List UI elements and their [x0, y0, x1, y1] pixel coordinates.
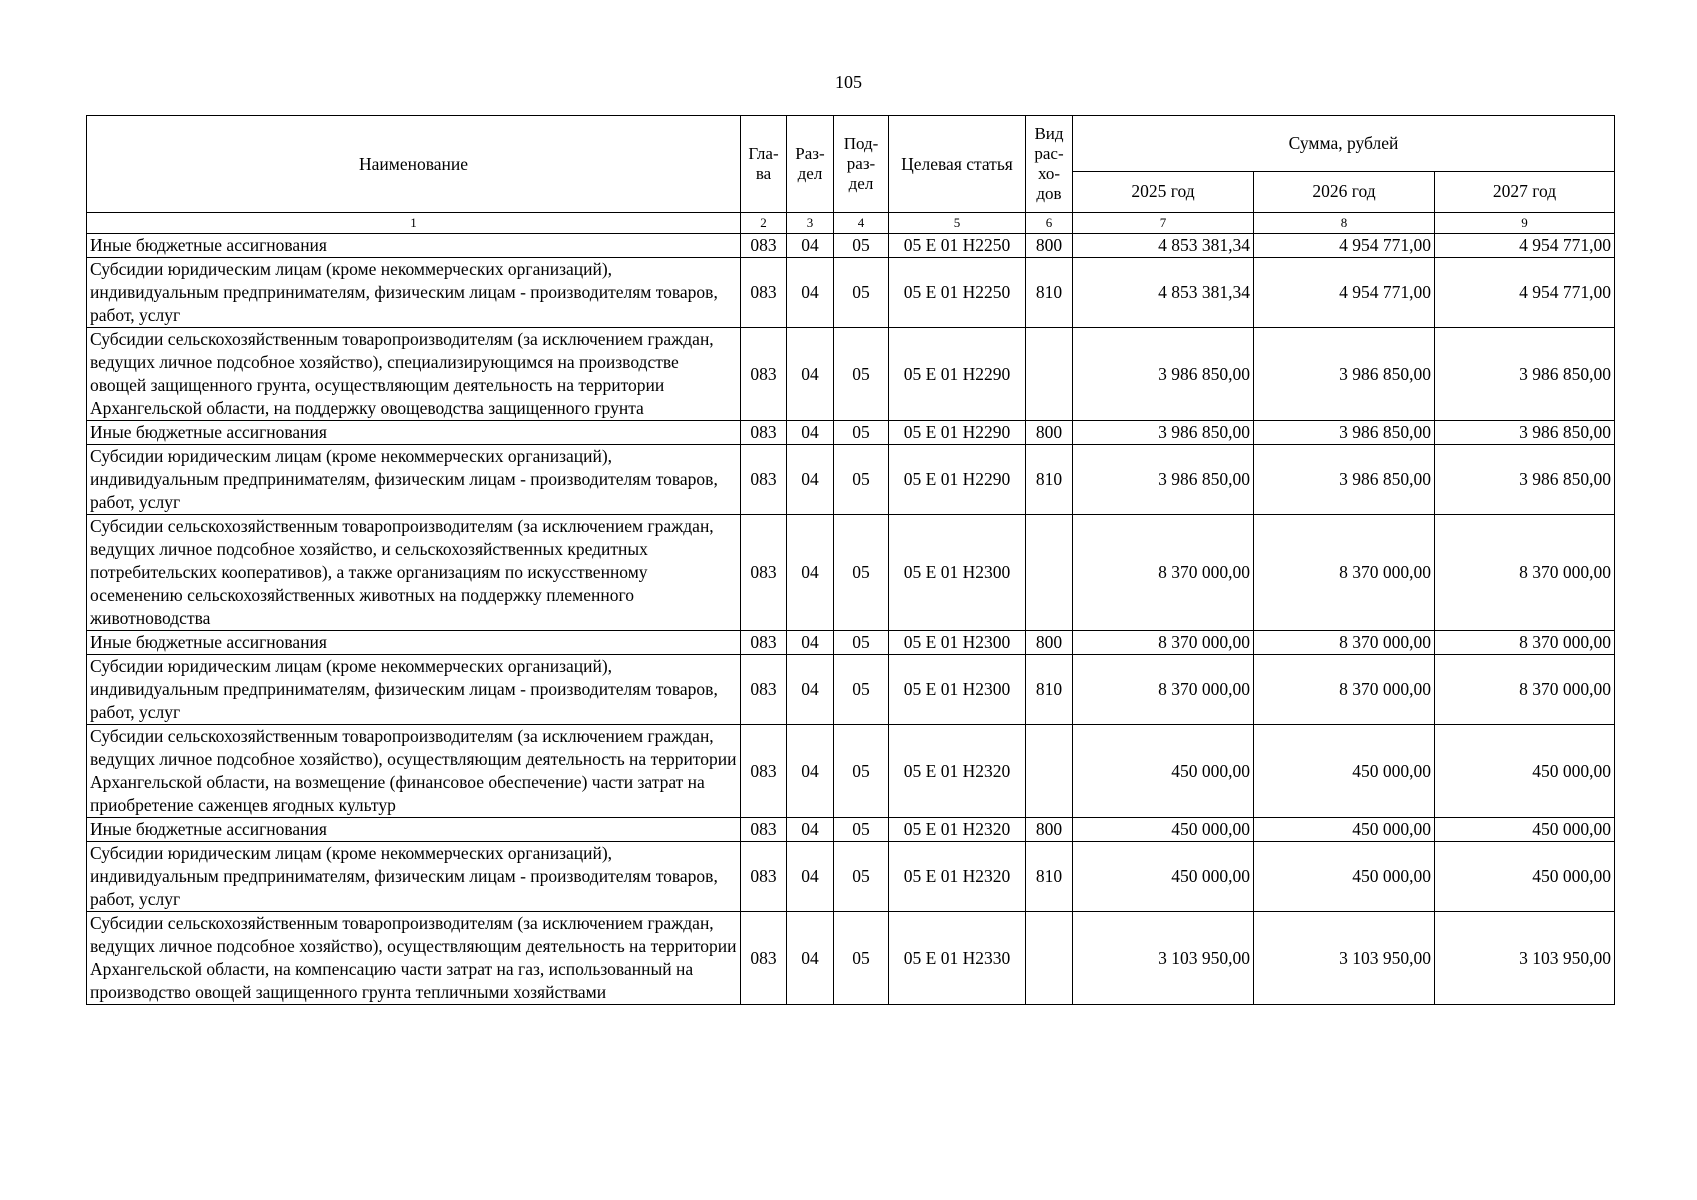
header-target-article: Целевая статья	[889, 116, 1026, 213]
cell-podrazdel: 05	[834, 912, 889, 1005]
cell-sum-2026: 450 000,00	[1254, 842, 1435, 912]
cell-glava: 083	[741, 515, 787, 631]
cell-sum-2026: 3 103 950,00	[1254, 912, 1435, 1005]
cell-target-article: 05 Е 01 Н2250	[889, 258, 1026, 328]
cell-glava: 083	[741, 725, 787, 818]
page-number: 105	[835, 72, 862, 92]
header-expense-type: Вид рас-хо-дов	[1026, 116, 1073, 213]
cell-podrazdel: 05	[834, 631, 889, 655]
cell-target-article: 05 Е 01 Н2330	[889, 912, 1026, 1005]
table-row	[87, 234, 1615, 258]
cell-sum-2026: 450 000,00	[1254, 725, 1435, 818]
column-number: 5	[889, 213, 1026, 234]
cell-name: Иные бюджетные ассигнования	[87, 818, 741, 842]
table-row	[87, 258, 1615, 328]
cell-sum-2027: 450 000,00	[1435, 725, 1615, 818]
cell-sum-2027: 450 000,00	[1435, 842, 1615, 912]
cell-razdel: 04	[787, 515, 834, 631]
cell-target-article: 05 Е 01 Н2300	[889, 515, 1026, 631]
cell-podrazdel: 05	[834, 421, 889, 445]
cell-sum-2027: 8 370 000,00	[1435, 515, 1615, 631]
cell-sum-2026: 8 370 000,00	[1254, 655, 1435, 725]
cell-sum-2026: 4 954 771,00	[1254, 258, 1435, 328]
cell-glava: 083	[741, 912, 787, 1005]
cell-glava: 083	[741, 445, 787, 515]
header-year-2027: 2027 год	[1435, 171, 1615, 212]
cell-razdel: 04	[787, 328, 834, 421]
cell-name: Иные бюджетные ассигнования	[87, 234, 741, 258]
table-row	[87, 515, 1615, 631]
cell-razdel: 04	[787, 234, 834, 258]
column-number: 7	[1073, 213, 1254, 234]
cell-podrazdel: 05	[834, 655, 889, 725]
cell-podrazdel: 05	[834, 328, 889, 421]
cell-expense-type: 800	[1026, 818, 1073, 842]
cell-sum-2025: 8 370 000,00	[1073, 655, 1254, 725]
cell-glava: 083	[741, 655, 787, 725]
cell-target-article: 05 Е 01 Н2320	[889, 818, 1026, 842]
cell-expense-type: 810	[1026, 842, 1073, 912]
header-row-top	[87, 116, 1615, 172]
cell-expense-type: 810	[1026, 445, 1073, 515]
cell-razdel: 04	[787, 258, 834, 328]
cell-sum-2027: 8 370 000,00	[1435, 631, 1615, 655]
cell-target-article: 05 Е 01 Н2250	[889, 234, 1026, 258]
cell-sum-2027: 4 954 771,00	[1435, 258, 1615, 328]
cell-name: Субсидии юридическим лицам (кроме некоммерческих организаций), индивидуальным предпринимателям, физическим лицам - производителям товаров, работ, услуг	[87, 258, 741, 328]
cell-razdel: 04	[787, 631, 834, 655]
cell-razdel: 04	[787, 445, 834, 515]
cell-name: Субсидии юридическим лицам (кроме некоммерческих организаций), индивидуальным предпринимателям, физическим лицам - производителям товаров, работ, услуг	[87, 842, 741, 912]
column-number-row	[87, 213, 1615, 234]
column-number: 6	[1026, 213, 1073, 234]
cell-podrazdel: 05	[834, 258, 889, 328]
cell-sum-2025: 3 986 850,00	[1073, 328, 1254, 421]
cell-sum-2026: 3 986 850,00	[1254, 421, 1435, 445]
cell-sum-2026: 4 954 771,00	[1254, 234, 1435, 258]
cell-expense-type	[1026, 912, 1073, 1005]
table-row	[87, 842, 1615, 912]
table-row	[87, 445, 1615, 515]
cell-sum-2026: 450 000,00	[1254, 818, 1435, 842]
cell-sum-2027: 4 954 771,00	[1435, 234, 1615, 258]
cell-podrazdel: 05	[834, 445, 889, 515]
cell-sum-2025: 450 000,00	[1073, 725, 1254, 818]
cell-glava: 083	[741, 328, 787, 421]
cell-target-article: 05 Е 01 Н2320	[889, 842, 1026, 912]
cell-sum-2025: 8 370 000,00	[1073, 515, 1254, 631]
cell-razdel: 04	[787, 842, 834, 912]
cell-razdel: 04	[787, 421, 834, 445]
cell-target-article: 05 Е 01 Н2290	[889, 328, 1026, 421]
cell-name: Иные бюджетные ассигнования	[87, 631, 741, 655]
column-number: 2	[741, 213, 787, 234]
cell-podrazdel: 05	[834, 818, 889, 842]
cell-razdel: 04	[787, 655, 834, 725]
cell-sum-2025: 450 000,00	[1073, 842, 1254, 912]
cell-expense-type	[1026, 328, 1073, 421]
table-body	[87, 234, 1615, 1005]
column-number: 4	[834, 213, 889, 234]
column-number: 9	[1435, 213, 1615, 234]
table-row	[87, 421, 1615, 445]
table-row	[87, 631, 1615, 655]
cell-sum-2027: 3 986 850,00	[1435, 328, 1615, 421]
cell-glava: 083	[741, 818, 787, 842]
cell-sum-2025: 3 986 850,00	[1073, 445, 1254, 515]
cell-sum-2026: 8 370 000,00	[1254, 631, 1435, 655]
cell-podrazdel: 05	[834, 515, 889, 631]
cell-sum-2027: 450 000,00	[1435, 818, 1615, 842]
cell-name: Субсидии юридическим лицам (кроме некоммерческих организаций), индивидуальным предпринимателям, физическим лицам - производителям товаров, работ, услуг	[87, 445, 741, 515]
table-row	[87, 328, 1615, 421]
cell-sum-2026: 3 986 850,00	[1254, 445, 1435, 515]
cell-podrazdel: 05	[834, 234, 889, 258]
cell-glava: 083	[741, 258, 787, 328]
table-row	[87, 655, 1615, 725]
cell-target-article: 05 Е 01 Н2320	[889, 725, 1026, 818]
table-row	[87, 725, 1615, 818]
cell-sum-2027: 3 986 850,00	[1435, 421, 1615, 445]
cell-sum-2027: 3 103 950,00	[1435, 912, 1615, 1005]
cell-expense-type: 800	[1026, 234, 1073, 258]
cell-podrazdel: 05	[834, 842, 889, 912]
cell-razdel: 04	[787, 818, 834, 842]
cell-name: Субсидии сельскохозяйственным товаропроизводителям (за исключением граждан, ведущих личное подсобное хозяйство), осуществляющим деятельность на территории Архангельской области, на компенсацию части затрат на газ, использованный на производство овощей защищенного грунта тепличными хозяйствами	[87, 912, 741, 1005]
cell-sum-2025: 8 370 000,00	[1073, 631, 1254, 655]
column-number: 8	[1254, 213, 1435, 234]
cell-sum-2025: 3 103 950,00	[1073, 912, 1254, 1005]
cell-razdel: 04	[787, 912, 834, 1005]
cell-expense-type: 810	[1026, 258, 1073, 328]
header-sum: Сумма, рублей	[1073, 116, 1615, 172]
header-year-2026: 2026 год	[1254, 171, 1435, 212]
column-number: 3	[787, 213, 834, 234]
cell-name: Иные бюджетные ассигнования	[87, 421, 741, 445]
cell-target-article: 05 Е 01 Н2300	[889, 631, 1026, 655]
cell-sum-2027: 3 986 850,00	[1435, 445, 1615, 515]
table-row	[87, 912, 1615, 1005]
cell-expense-type	[1026, 725, 1073, 818]
header-podrazdel: Под-раз-дел	[834, 116, 889, 213]
header-name: Наименование	[87, 116, 741, 213]
header-year-2025: 2025 год	[1073, 171, 1254, 212]
cell-target-article: 05 Е 01 Н2290	[889, 421, 1026, 445]
header-glava: Гла-ва	[741, 116, 787, 213]
cell-target-article: 05 Е 01 Н2290	[889, 445, 1026, 515]
cell-expense-type: 800	[1026, 631, 1073, 655]
cell-glava: 083	[741, 421, 787, 445]
cell-sum-2025: 3 986 850,00	[1073, 421, 1254, 445]
cell-sum-2026: 8 370 000,00	[1254, 515, 1435, 631]
cell-glava: 083	[741, 234, 787, 258]
cell-name: Субсидии сельскохозяйственным товаропроизводителям (за исключением граждан, ведущих личное подсобное хозяйство), осуществляющим деятельность на территории Архангельской области, на возмещение (финансовое обеспечение) части затрат на приобретение саженцев ягодных культур	[87, 725, 741, 818]
column-number: 1	[87, 213, 741, 234]
cell-glava: 083	[741, 842, 787, 912]
cell-sum-2026: 3 986 850,00	[1254, 328, 1435, 421]
cell-name: Субсидии юридическим лицам (кроме некоммерческих организаций), индивидуальным предпринимателям, физическим лицам - производителям товаров, работ, услуг	[87, 655, 741, 725]
cell-podrazdel: 05	[834, 725, 889, 818]
cell-sum-2025: 450 000,00	[1073, 818, 1254, 842]
table-row	[87, 818, 1615, 842]
cell-glava: 083	[741, 631, 787, 655]
cell-name: Субсидии сельскохозяйственным товаропроизводителям (за исключением граждан, ведущих личное подсобное хозяйство, и сельскохозяйственных кредитных потребительских кооперативов), а также организациям по искусственному осеменению сельскохозяйственных животных на поддержку племенного животноводства	[87, 515, 741, 631]
cell-razdel: 04	[787, 725, 834, 818]
budget-table	[86, 115, 1615, 1005]
cell-sum-2025: 4 853 381,34	[1073, 234, 1254, 258]
cell-name: Субсидии сельскохозяйственным товаропроизводителям (за исключением граждан, ведущих личное подсобное хозяйство), специализирующимся на производстве овощей защищенного грунта, осуществляющим деятельность на территории Архангельской области, на поддержку овощеводства защищенного грунта	[87, 328, 741, 421]
cell-target-article: 05 Е 01 Н2300	[889, 655, 1026, 725]
header-razdel: Раз-дел	[787, 116, 834, 213]
cell-sum-2027: 8 370 000,00	[1435, 655, 1615, 725]
cell-expense-type: 810	[1026, 655, 1073, 725]
cell-sum-2025: 4 853 381,34	[1073, 258, 1254, 328]
cell-expense-type: 800	[1026, 421, 1073, 445]
cell-expense-type	[1026, 515, 1073, 631]
